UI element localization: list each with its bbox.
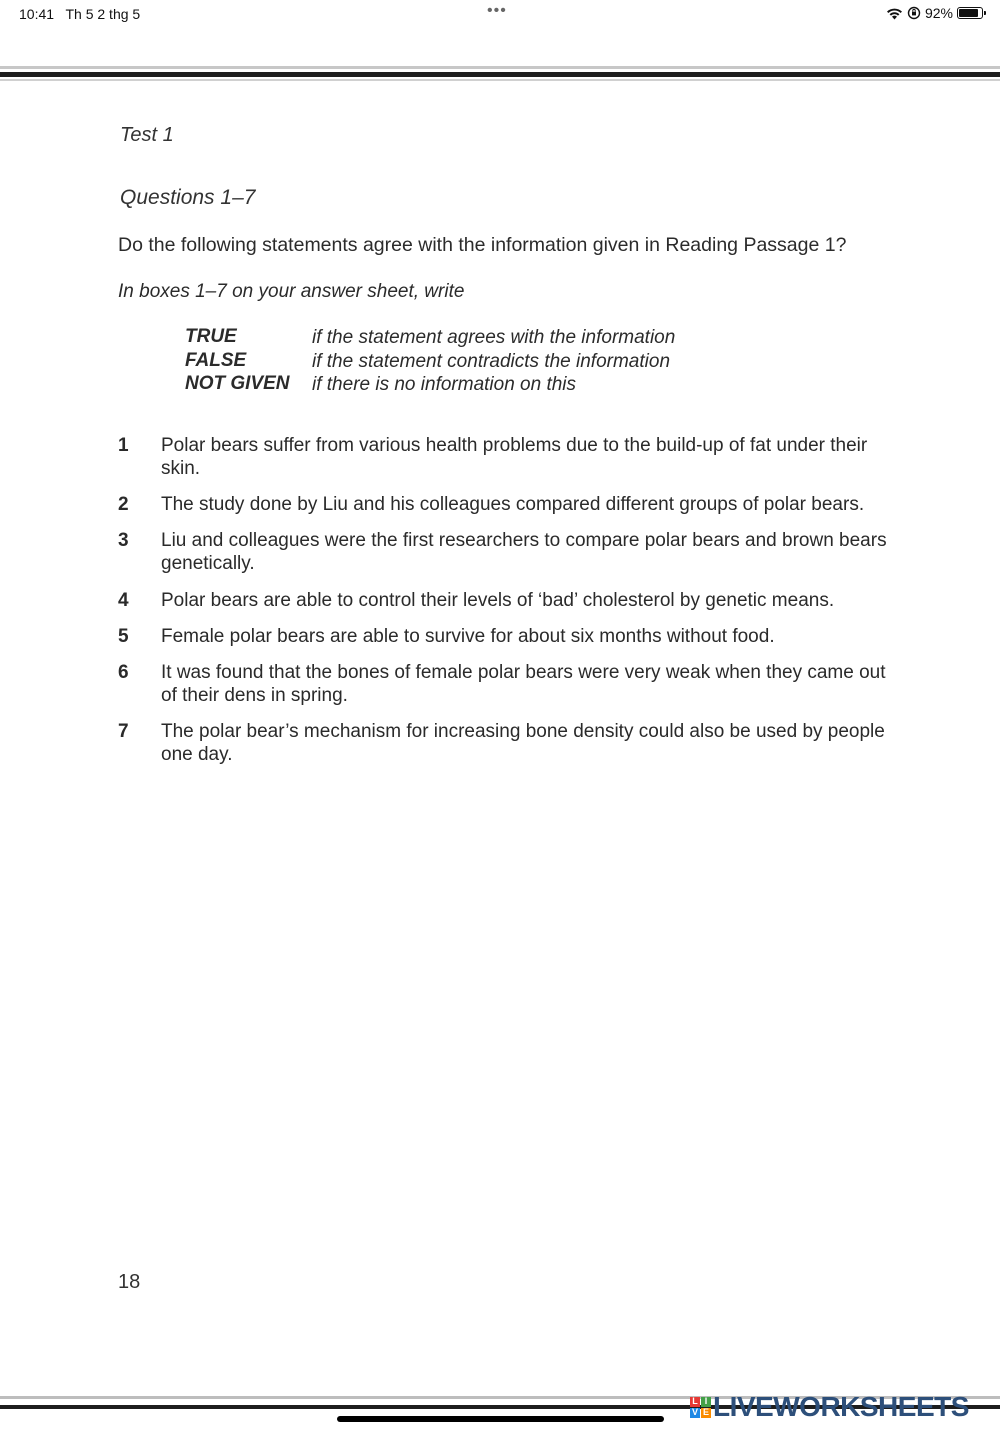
status-time-date — [19, 6, 140, 22]
top-rule-light — [0, 66, 1000, 69]
multitasking-dots-icon[interactable]: ••• — [487, 2, 507, 19]
legend-definition: if the statement agrees with the information — [312, 327, 676, 348]
legend-key: FALSE — [185, 349, 247, 371]
question-item — [118, 589, 908, 612]
home-indicator[interactable] — [337, 1416, 664, 1422]
page-number: 18 — [118, 1271, 141, 1293]
question-text: The study done by Liu and his colleagues compared different groups of polar bears. — [161, 494, 865, 515]
question-item — [118, 661, 908, 707]
legend-key: TRUE — [185, 326, 237, 347]
orientation-lock-icon — [907, 6, 921, 20]
question-text: Female polar bears are able to survive for about six months without food. — [161, 626, 775, 647]
question-number: 7 — [118, 721, 129, 742]
legend-definition: if there is no information on this — [312, 374, 577, 395]
battery-icon — [957, 7, 983, 19]
question-text: Polar bears suffer from various health problems due to the build-up of fat under their skin. — [161, 435, 868, 479]
logo-letter: V — [691, 1407, 698, 1417]
legend-key: NOT GIVEN — [185, 373, 290, 394]
liveworksheets-watermark — [690, 1392, 969, 1422]
test-label: Test 1 — [120, 124, 174, 146]
wifi-icon — [886, 7, 903, 20]
question-text: It was found that the bones of female polar bears were very weak when they came out of their dens in spring. — [161, 662, 886, 706]
top-rule-dark — [0, 72, 1000, 77]
question-item — [118, 625, 908, 648]
question-item — [118, 493, 908, 516]
question-text: Polar bears are able to control their levels of ‘bad’ cholesterol by genetic means. — [161, 590, 835, 611]
logo-letter: I — [701, 1397, 711, 1407]
question-number: 1 — [118, 435, 129, 456]
question-item — [118, 434, 908, 480]
question-item — [118, 529, 908, 575]
status-date: Th 5 2 thg 5 — [65, 6, 141, 22]
status-right — [886, 5, 983, 21]
legend-definition: if the statement contradicts the information — [312, 350, 671, 372]
logo-letter: E — [702, 1407, 709, 1417]
battery-percent: 92% — [924, 5, 953, 21]
status-time: 10:41 — [19, 6, 55, 22]
liveworksheets-logo-icon — [690, 1397, 711, 1418]
question-number: 2 — [118, 494, 129, 515]
question-number: 5 — [118, 626, 129, 647]
questions-heading: Questions 1–7 — [120, 186, 256, 209]
question-text: The polar bear’s mechanism for increasing bone density could also be used by people one day. — [161, 721, 885, 765]
battery-fill — [959, 9, 978, 17]
question-item — [118, 720, 908, 766]
question-number: 6 — [118, 662, 129, 683]
question-number: 3 — [118, 530, 129, 551]
answer-instruction: In boxes 1–7 on your answer sheet, write — [118, 281, 465, 302]
question-number: 4 — [118, 590, 129, 611]
instruction-text: Do the following statements agree with the information given in Reading Passage 1? — [118, 234, 847, 256]
logo-letter: L — [690, 1397, 700, 1407]
question-text: Liu and colleagues were the first researchers to compare polar bears and brown bears genetically. — [161, 530, 887, 574]
status-bar — [0, 0, 1000, 30]
watermark-text: LIVEWORKSHEETS — [713, 1391, 969, 1422]
top-rule-shadow — [0, 79, 1000, 81]
